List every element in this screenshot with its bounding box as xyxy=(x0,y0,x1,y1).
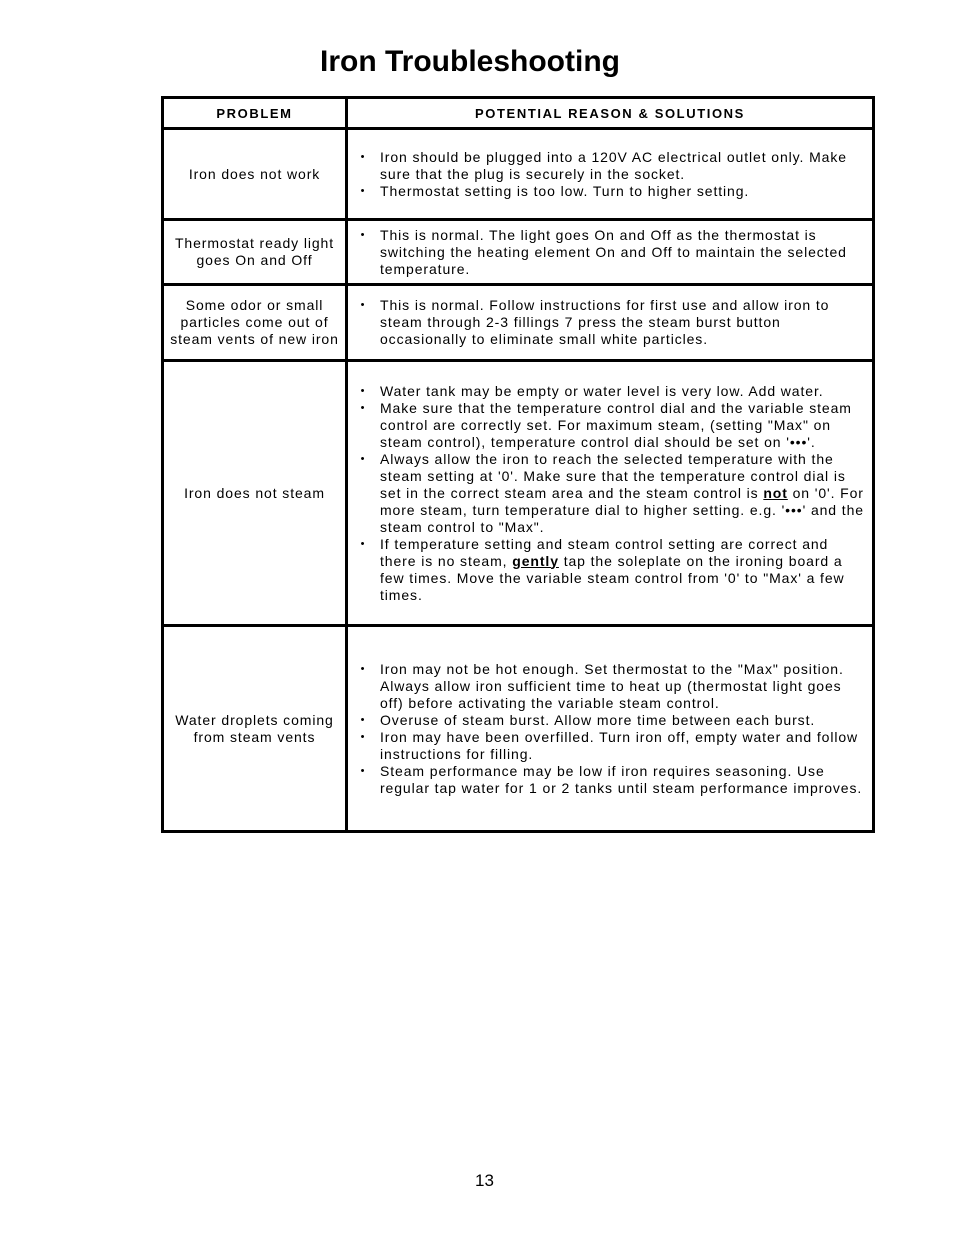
problem-cell: Water droplets coming from steam vents xyxy=(163,626,347,832)
bullet-icon: • xyxy=(360,401,366,414)
solution-item xyxy=(356,383,866,400)
solution-text: This is normal. The light goes On and Off as the thermostat is switching the heating element On and Off to maintain the selected temperature. xyxy=(380,226,847,277)
solution-cell xyxy=(347,220,874,285)
solution-text: Iron may have been overfilled. Turn iron off, empty water and follow instructions for filling. xyxy=(380,728,859,762)
bullet-icon: • xyxy=(360,537,366,550)
solution-text: If temperature setting and steam control setting are correct and there is no steam, xyxy=(380,535,829,569)
emphasized-word: gently xyxy=(512,552,559,569)
bullet-icon: • xyxy=(360,228,366,241)
solution-item xyxy=(356,149,866,183)
bullet-icon: • xyxy=(360,299,366,311)
solution-text: Iron should be plugged into a 120V AC electrical outlet only. Make sure that the plug is securely in the socket. xyxy=(380,148,847,182)
table-row xyxy=(163,220,874,285)
page-title: Iron Troubleshooting xyxy=(320,45,620,78)
bullet-icon: • xyxy=(360,764,366,777)
table-row xyxy=(163,285,874,361)
solution-item xyxy=(356,183,866,200)
solution-list xyxy=(348,383,872,604)
bullet-icon: • xyxy=(360,662,366,675)
solution-list xyxy=(348,661,872,797)
solution-text: Make sure that the temperature control dial and the variable steam control are correctly set. For maximum steam, (setting "Max" on steam control), temperature control dial should be set on '•••'. xyxy=(380,399,852,450)
solution-list xyxy=(348,149,872,200)
bullet-icon: • xyxy=(360,713,366,726)
table-row xyxy=(163,361,874,626)
bullet-icon: • xyxy=(360,452,366,465)
solution-text: Thermostat setting is too low. Turn to higher setting. xyxy=(380,182,750,199)
solution-item xyxy=(356,661,866,712)
solution-item xyxy=(356,763,866,797)
emphasized-word: not xyxy=(763,484,788,501)
solution-item xyxy=(356,451,866,536)
solution-text: tap the soleplate on the ironing board a few times. Move the variable steam control from '0' to "Max' a few times. xyxy=(380,552,845,603)
solution-item xyxy=(356,729,866,763)
problem-cell: Iron does not steam xyxy=(163,361,347,626)
solution-column-header: POTENTIAL REASON & SOLUTIONS xyxy=(347,98,874,129)
solution-cell xyxy=(347,626,874,832)
solution-list xyxy=(348,297,872,348)
problem-cell: Iron does not work xyxy=(163,129,347,220)
table-row xyxy=(163,129,874,220)
bullet-icon: • xyxy=(360,150,366,163)
solution-text: Steam performance may be low if iron requires seasoning. Use regular tap water for 1 or 2 tanks until steam performance improves. xyxy=(380,762,863,796)
solution-item xyxy=(356,400,866,451)
solution-list xyxy=(348,227,872,278)
bullet-icon: • xyxy=(360,384,366,397)
solution-text: on '0'. For more steam, turn temperature dial to higher setting. e.g. '•••' and the steam control to "Max". xyxy=(380,484,864,535)
solution-text: This is normal. Follow instructions for first use and allow iron to steam through 2-3 fillings 7 press the steam burst button occasionally to eliminate small white particles. xyxy=(380,297,830,347)
troubleshooting-table xyxy=(161,96,875,833)
bullet-icon: • xyxy=(360,184,366,197)
problem-column-header: PROBLEM xyxy=(163,98,347,129)
solution-item xyxy=(356,227,866,278)
solution-cell xyxy=(347,129,874,220)
bullet-icon: • xyxy=(360,730,366,743)
solution-text: Always allow the iron to reach the selected temperature with the steam setting at '0'. Make sure that the temperature control dial is set in the correct steam area and the steam control is xyxy=(380,450,846,501)
problem-cell: Some odor or small particles come out of steam vents of new iron xyxy=(163,285,347,361)
solution-item xyxy=(356,297,866,348)
problem-cell: Thermostat ready light goes On and Off xyxy=(163,220,347,285)
solution-cell xyxy=(347,285,874,361)
solution-item xyxy=(356,536,866,604)
page-number: 13 xyxy=(475,1171,494,1190)
solution-text: Iron may not be hot enough. Set thermostat to the "Max" position. Always allow iron sufficient time to heat up (thermostat light goes off) before activating the variable steam control. xyxy=(380,660,844,711)
solution-item xyxy=(356,712,866,729)
table-header-row xyxy=(163,98,874,129)
solution-text: Overuse of steam burst. Allow more time between each burst. xyxy=(380,711,816,728)
table-row xyxy=(163,626,874,832)
solution-cell xyxy=(347,361,874,626)
solution-text: Water tank may be empty or water level is very low. Add water. xyxy=(380,382,824,399)
